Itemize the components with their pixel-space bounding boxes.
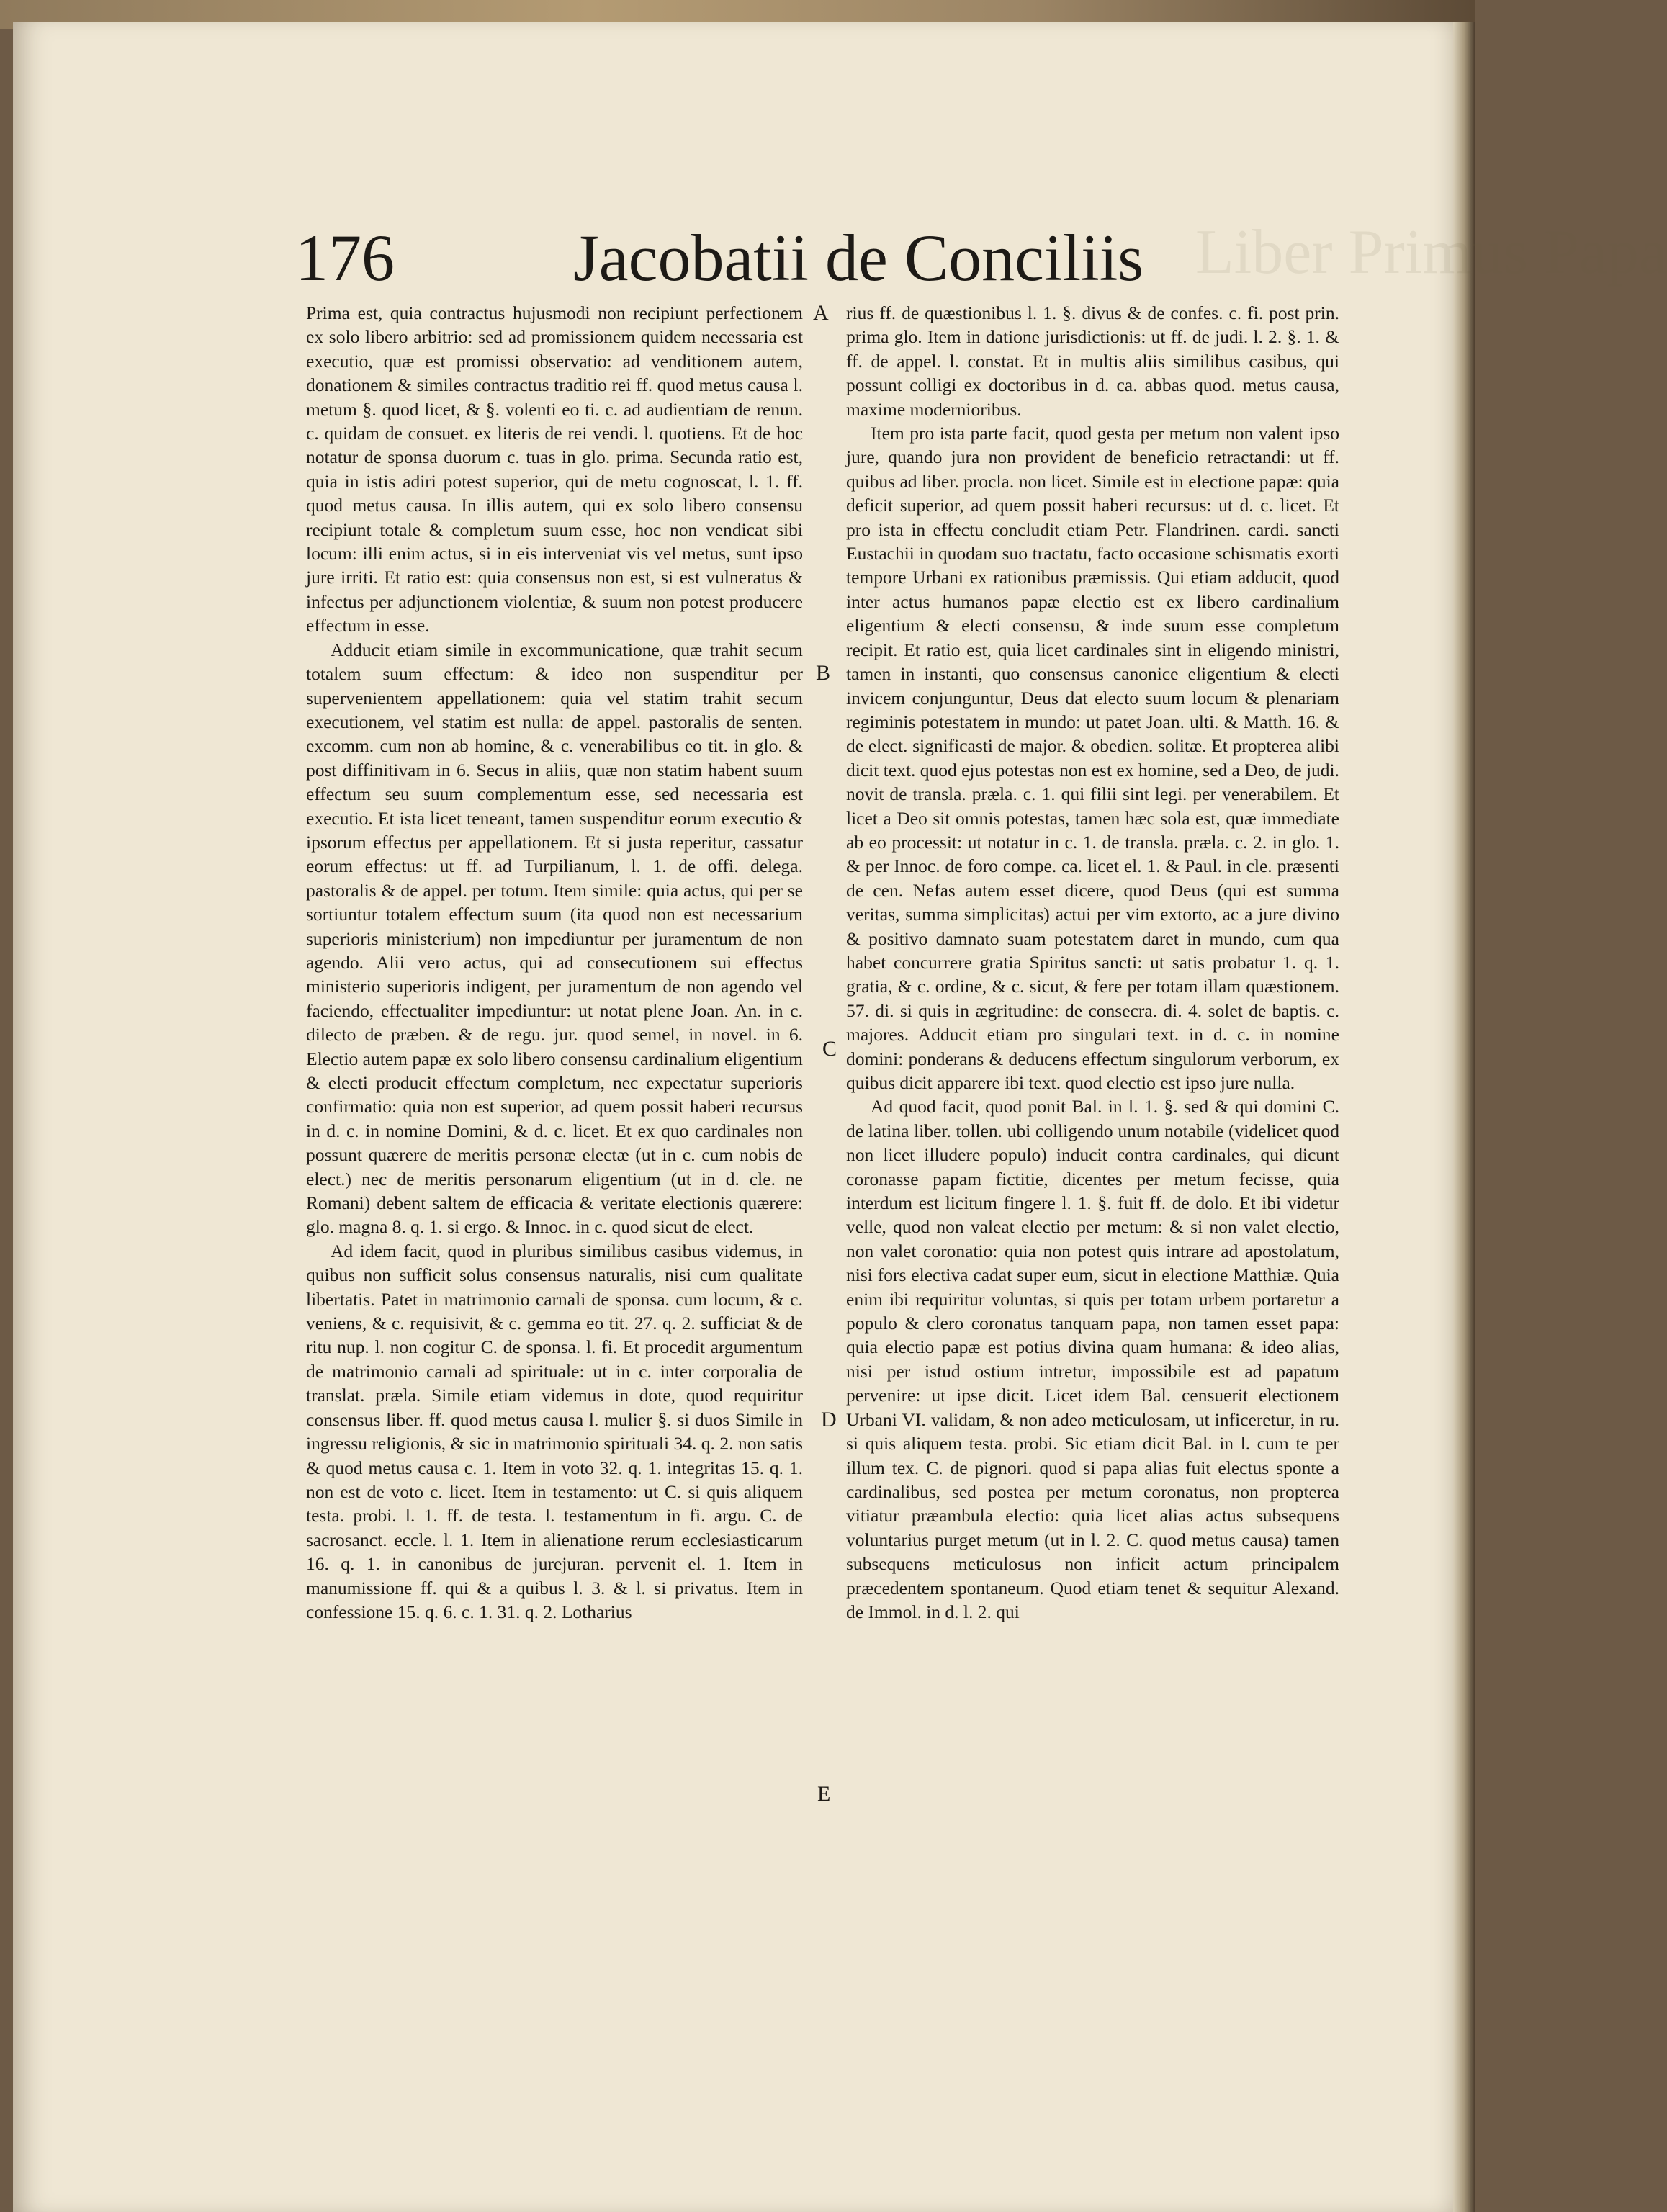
margin-marker-b: B	[816, 661, 831, 685]
margin-marker-e: E	[817, 1782, 831, 1806]
page-header	[295, 220, 1144, 306]
paragraph: Ad quod facit, quod ponit Bal. in l. 1. §. sed & qui domini C. de latina liber. tollen. ubi colligendo unum notabile (videlicet quod non licet illudere populo) inducit contra cardinales, qui dicunt coronasse papam fictitie, dicentes per metum fecisse, quia interdum est licitum fingere l. 1. §. fuit ff. de dolo. Et ibi videtur velle, quod non valeat electio per metum: & si non valet electio, non valet coronatio: quia non potest quis intrare ad apostolatum, nisi fors electiva cadat super eum, sicut in electione Matthiæ. Quia enim ibi requiritur voluntas, si quis per totam urbem portaretur a populo & clero coronatus tanquam papa, non tamen esset papa: quia electio papæ est potius divina quam humana: & ideo alias, nisi per istud ostium intretur, impossibile est ad papatum pervenire: ut ipse dicit. Licet idem Bal. censuerit electionem Urbani VI. validam, & non adeo meticulosam, ut inficeretur, in ru. si quis aliquem testa. probi. Sic etiam dicit Bal. in l. cum te per illum tex. C. de pignori. quod si papa alias fuit electus sponte a cardinalibus, sed postea per metum coronatus, non propterea vitiatur præambula electio: quia licet alias actus subsequens voluntarius purget metum (ut in l. 2. C. quod metus causa) tamen subsequens meticulosus non inficit actum principalem præcedentem spontaneum. Quod etiam tenet & sequitur Alexand. de Immol. in d. l. 2. qui	[846, 1096, 1339, 1622]
right-text-column	[846, 301, 1339, 1624]
paragraph: Item pro ista parte facit, quod gesta per metum non valent ipso jure, quando jura non provident de beneficio retractandi: ut ff. quibus ad liber. procla. non licet. Simile est in electione papæ: quia deficit superior, ad quem possit haberi recursus: ut d. c. licet. Et pro ista in effectu concludit etiam Petr. Flandrinen. cardi. sancti Eustachii in quodam suo tractatu, facto occasione schismatis exorti tempore Urbani ex rationibus præmissis. Qui etiam adducit, quod inter actus humanos papæ electio est ex libero cardinalium eligentium & electi consensu, & inde suum esse completum recipit. Et ratio est, quia licet cardinales sint in eligendo ministri, tamen in instanti, quo consensus canonice eligentium & electi invicem conjunguntur, Deus dat electo suum locum & plenariam regiminis potestatem in mundo: ut patet Joan. ulti. & Matth. 16. & de elect. significasti de major. & obedien. solitæ. Et propterea alibi dicit text. quod ejus potestas non est ex homine, sed a Deo, de judi. novit de transla. præla. c. 1. qui filii sint legi. per venerabilem. Et licet a Deo sit omnis potestas, tamen hæc sola est, quæ immediate ab eo processit: ut notatur in c. 1. de transla. præla. c. 2. in glo. 1. & per Innoc. de foro compe. ca. licet el. 1. & Paul. in cle. præsenti de cen. Nefas autem esset dicere, quod Deus (qui est summa veritas, summa simplicitas) actui per vim extorto, ac a jure divino & positivo damnato suam potestatem daret in mundo, cum qua habet concurrere gratia Spiritus sancti: ut satis probatur 1. q. 1. gratia, & c. ordine, & c. sicut, & fere per totam illam quæstionem. 57. di. si quis in ægritudine: de consecra. di. 4. solet de baptis. c. majores. Adducit etiam pro singulari text. in d. c. in nomine domini: ponderans & deducens effectum singulorum verborum, ex quibus dicit apparere ibi text. quod electio est ipso jure nulla.	[846, 423, 1339, 1093]
next-page-edge	[1453, 22, 1475, 2212]
margin-marker-a: A	[813, 301, 829, 325]
margin-marker-c: C	[822, 1037, 837, 1061]
paragraph: rius ff. de quæstionibus l. 1. §. divus & de confes. c. fi. post prin. prima glo. Item in datione jurisdictionis: ut ff. de judi. l. 2. §. 1. & ff. de appel. l. constat. Et in multis aliis similibus casibus, qui possunt colligi ex doctoribus in d. ca. abbas quod. metus causa, maxime modernioribus.	[846, 302, 1339, 420]
show-through-title: Liber Primus Papa	[1195, 217, 1667, 287]
paragraph: Prima est, quia contractus hujusmodi non recipiunt perfectionem ex solo libero arbitrio: sed ad promissionem quidem necessaria est executio, quæ est promissi observatio: ad venditionem autem, donationem & similes contractus traditio rei ff. quod metus causa l. metum §. quod licet, & §. volenti eo ti. c. ad audientiam de renun. c. quidam de consuet. ex literis de rei vendi. l. quotiens. Et de hoc notatur de sponsa duorum c. tuas in glo. prima. Secunda ratio est, quia in istis adiri potest superior, qui de metu cognoscat, l. 1. ff. quod metus causa. In illis autem, qui ex solo libero consensu recipiunt totale & completum suum esse, hoc non vendicat sibi locum: illi enim actus, si in eis interveniat vis vel metus, sunt ipso jure irriti. Et ratio est: quia consensus non est, si est vulneratus & infectus per adjunctionem violentiæ, & suum non potest producere effectum in esse.	[306, 302, 803, 637]
running-title: Jacobatii de Conciliis	[573, 221, 1144, 295]
left-text-column	[306, 301, 803, 1624]
paragraph: Adducit etiam simile in excommunicatione, quæ trahit secum totalem suum effectum: & ideo non suspenditur per supervenientem appellationem: quia vel statim trahit secum executionem, vel statim est nulla: de appel. pastoralis de senten. excomm. cum non ab homine, & c. venerabilibus eo tit. in glo. & post diffinitivam in 6. Secus in aliis, quæ non statim habent suum effectum seu suum complementum esse, sed necessaria est executio. Et ista licet teneant, tamen suspenditur eorum executio & ipsorum effectus per appellationem. Et si justa reperitur, cassatur eorum effectus: ut ff. ad Turpilianum, l. 1. de offi. delega. pastoralis & de appel. per totum. Item simile: quia actus, qui per se sortiuntur totalem effectum suum (ita quod non est necessarium superioris ministerium) non impediuntur per juramentum de non agendo. Alii vero actus, qui ad consecutionem sui effectus ministerio superioris indigent, per juramentum de non agendo vel faciendo, effectualiter impediuntur: ut notat plene Joan. An. in c. dilecto de præben. & de regu. jur. quod semel, in novel. in 6. Electio autem papæ ex solo libero consensu cardinalium eligentium & electi producit effectum completum, nec expectatur superioris confirmatio: quia non est superior, ad quem possit haberi recursus in d. c. in nomine Domini, & d. c. licet. Et ex quo cardinales non possunt quærere de meritis personæ electæ (ut in c. cum nobis de elect.) nec de meritis personarum eligentium (ut in d. cle. ne Romani) debent saltem de efficacia & veritate electionis quærere: glo. magna 8. q. 1. si ergo. & Innoc. in c. quod sicut de elect.	[306, 639, 803, 1238]
page-number: 176	[295, 221, 395, 295]
margin-marker-d: D	[821, 1408, 837, 1431]
paragraph: Ad idem facit, quod in pluribus similibus casibus videmus, in quibus non sufficit solus consensus naturalis, nisi cum qualitate libertatis. Patet in matrimonio carnali de sponsa. cum locum, & c. veniens, & c. requisivit, & c. gemma eo tit. 27. q. 2. sufficiat & de ritu nup. l. non cogitur C. de sponsa. l. fi. Et procedit argumentum de matrimonio carnali ad spirituale: ut in c. inter corporalia de translat. præla. Simile etiam videmus in dote, quod requiritur consensus liber. ff. quod metus causa l. mulier §. si duos Simile in ingressu religionis, & sic in matrimonio spirituali 34. q. 2. non satis & quod metus causa c. 1. Item in voto 32. q. 1. integritas 15. q. 1. non est de voto c. licet. Item in testamento: ut C. si quis aliquem testa. probi. l. 1. ff. de testa. l. testamentum in fi. argu. C. de sacrosanct. eccle. l. 1. Item in alienatione rerum ecclesiasticarum 16. q. 1. in canonibus de jurejuran. pervenit el. 1. Item in manumissione ff. qui & a quibus l. 3. & l. si privatus. Item in confessione 15. q. 6. c. 1. 31. q. 2. Lotharius	[306, 1240, 803, 1622]
